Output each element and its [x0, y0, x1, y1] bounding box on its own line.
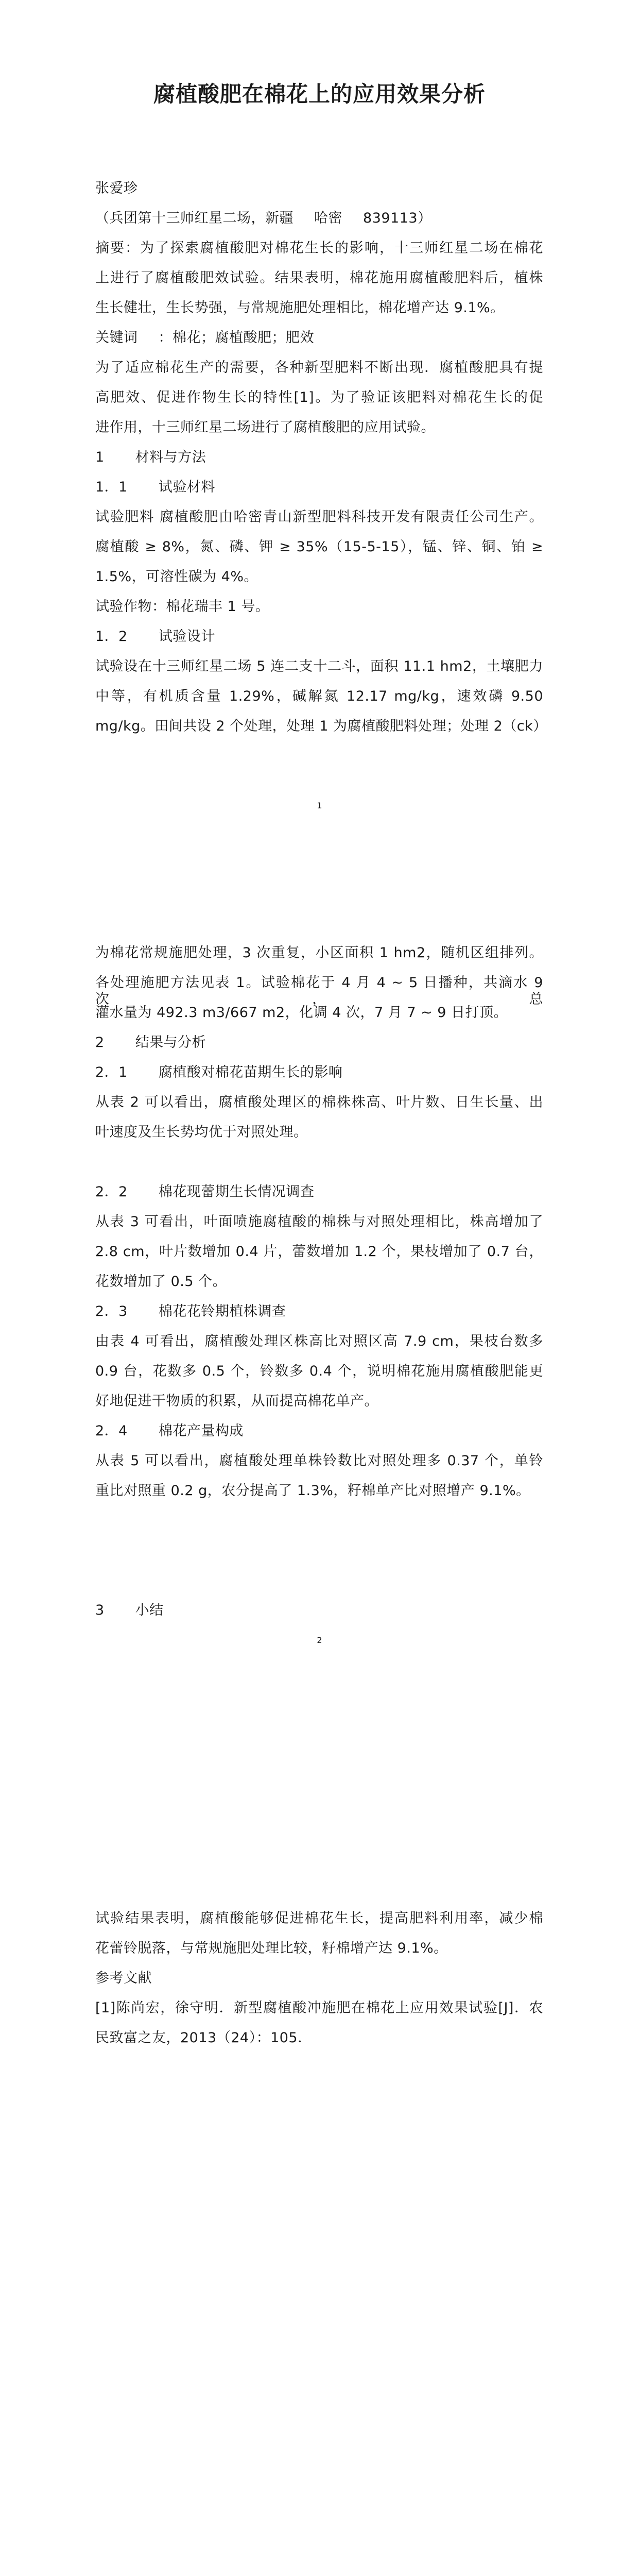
page-3 [0, 1807, 639, 2576]
paper-title: 腐植酸肥在棉花上的应用效果分析 [153, 81, 486, 107]
abstract-line: 摘要：为了探索腐植酸肥对棉花生长的影响，十三师红星二场在棉花 [95, 240, 543, 256]
reference-line: 民致富之友，2013（24）：105． [95, 2030, 312, 2046]
materials-line: 腐植酸 ≥ 8%，氮、磷、钾 ≥ 35%（15-5-15），锰、锌、铜、铂 ≥ [95, 539, 543, 555]
subsection-heading [95, 479, 215, 496]
result-line: 重比对照重 0.2 g，农分提高了 1.3%，籽棉单产比对照增产 9.1%。 [95, 1483, 530, 1499]
result-line: 从表 3 可看出，叶面喷施腐植酸的棉株与对照处理相比，株高增加了 [95, 1214, 543, 1230]
section-heading [95, 1602, 164, 1619]
affiliation-org: （兵团第十三师红星二场，新疆 [95, 210, 293, 226]
design-cont-line: 各处理施肥方法见表 1。试验棉花于 4 月 4 ~ 5 日播种，共滴水 9 次，总 [95, 975, 543, 1007]
intro-line: 高肥效、促进作物生长的特性[1]。为了验证该肥料对棉花生长的促 [95, 389, 543, 405]
section-title: 小结 [135, 1602, 164, 1618]
subsection-heading [95, 1064, 342, 1081]
page-2 [0, 904, 639, 1807]
subsection-title: 试验材料 [158, 479, 215, 495]
intro-line: 进作用，十三师红星二场进行了腐植酸肥的应用试验。 [95, 419, 435, 435]
subsection-heading [95, 1184, 314, 1200]
page-number: 2 [317, 1635, 322, 1645]
section-number: 2 [95, 1035, 105, 1050]
references-title: 参考文献 [95, 1970, 152, 1986]
section-title: 结果与分析 [135, 1035, 206, 1050]
section-number: 1 [95, 449, 105, 465]
design-line: 中等，有机质含量 1.29%，碱解氮 12.17 mg/kg，速效磷 9.50 [95, 688, 543, 704]
subsection-title: 棉花现蕾期生长情况调查 [158, 1184, 315, 1200]
subsection-title: 腐植酸对棉花苗期生长的影响 [158, 1064, 343, 1080]
result-line: 0.9 台，花数多 0.5 个，铃数多 0.4 个，说明棉花施用腐植酸肥能更 [95, 1363, 543, 1379]
abstract-line: 生长健壮，生长势强，与常规施肥处理相比，棉花增产达 9.1%。 [95, 300, 505, 316]
subsection-number: 2．2 [95, 1184, 128, 1200]
subsection-number: 2．1 [95, 1064, 128, 1080]
section-number: 3 [95, 1602, 105, 1618]
subsection-number: 1．2 [95, 629, 128, 645]
result-line: 叶速度及生长势均优于对照处理。 [95, 1124, 308, 1140]
affiliation-zip: 839113） [363, 210, 432, 226]
author-affiliation [95, 210, 432, 227]
design-cont-line: 灌水量为 492.3 m3/667 m2，化调 4 次，7 月 7 ~ 9 日打顶。 [95, 1005, 508, 1021]
section-heading [95, 449, 206, 466]
result-line: 2.8 cm，叶片数增加 0.4 片，蕾数增加 1.2 个，果枝增加了 0.7 台， [95, 1244, 543, 1260]
conclusion-line: 试验结果表明，腐植酸能够促进棉花生长，提高肥料利用率，减少棉 [95, 1910, 543, 1926]
abstract-line: 上进行了腐植酸肥效试验。结果表明，棉花施用腐植酸肥料后，植株 [95, 270, 543, 286]
subsection-heading [95, 629, 215, 645]
design-cont-line: 为棉花常规施肥处理，3 次重复，小区面积 1 hm2，随机区组排列。 [95, 945, 543, 961]
subsection-number: 1．1 [95, 479, 128, 495]
reference-line: [1]陈尚宏，徐守明．新型腐植酸冲施肥在棉花上应用效果试验[J]．农 [95, 2000, 543, 2016]
intro-line: 为了适应棉花生产的需要，各种新型肥料不断出现．腐植酸肥具有提 [95, 360, 543, 376]
page-number: 1 [317, 801, 322, 810]
affiliation-city: 哈密 [314, 210, 342, 226]
keywords [95, 330, 314, 346]
subsection-heading [95, 1423, 244, 1439]
result-line: 好地促进干物质的积累，从而提高棉花单产。 [95, 1393, 378, 1409]
subsection-title: 试验设计 [158, 629, 215, 645]
design-line: mg/kg。田间共设 2 个处理，处理 1 为腐植酸肥料处理；处理 2（ck） [95, 718, 547, 734]
materials-line: 试验作物：棉花瑞丰 1 号。 [95, 599, 270, 615]
author-name: 张爱珍 [95, 180, 138, 196]
subsection-heading [95, 1303, 286, 1320]
result-line: 从表 2 可以看出，腐植酸处理区的棉株株高、叶片数、日生长量、出 [95, 1094, 543, 1110]
result-line: 由表 4 可看出，腐植酸处理区株高比对照区高 7.9 cm，果枝台数多 [95, 1333, 543, 1349]
subsection-title: 棉花产量构成 [158, 1423, 244, 1439]
section-heading [95, 1035, 206, 1051]
subsection-title: 棉花花铃期植株调查 [158, 1303, 286, 1319]
design-line: 试验设在十三师红星二场 5 连二支十二斗，面积 11.1 hm2，土壤肥力 [95, 658, 543, 674]
materials-line: 1.5%，可溶性碳为 4%。 [95, 569, 258, 585]
keywords-text: ：棉花；腐植酸肥；肥效 [158, 330, 314, 346]
subsection-number: 2．4 [95, 1423, 128, 1439]
keywords-label: 关键词 [95, 330, 138, 346]
conclusion-line: 花蕾铃脱落，与常规施肥处理比较，籽棉增产达 9.1%。 [95, 1940, 448, 1956]
section-title: 材料与方法 [135, 449, 206, 465]
result-line: 从表 5 可以看出，腐植酸处理单株铃数比对照处理多 0.37 个，单铃 [95, 1453, 543, 1469]
page-1 [0, 0, 639, 904]
result-line: 花数增加了 0.5 个。 [95, 1274, 227, 1290]
materials-line: 试验肥料 腐植酸肥由哈密青山新型肥料科技开发有限责任公司生产。 [95, 509, 543, 525]
subsection-number: 2．3 [95, 1303, 128, 1319]
